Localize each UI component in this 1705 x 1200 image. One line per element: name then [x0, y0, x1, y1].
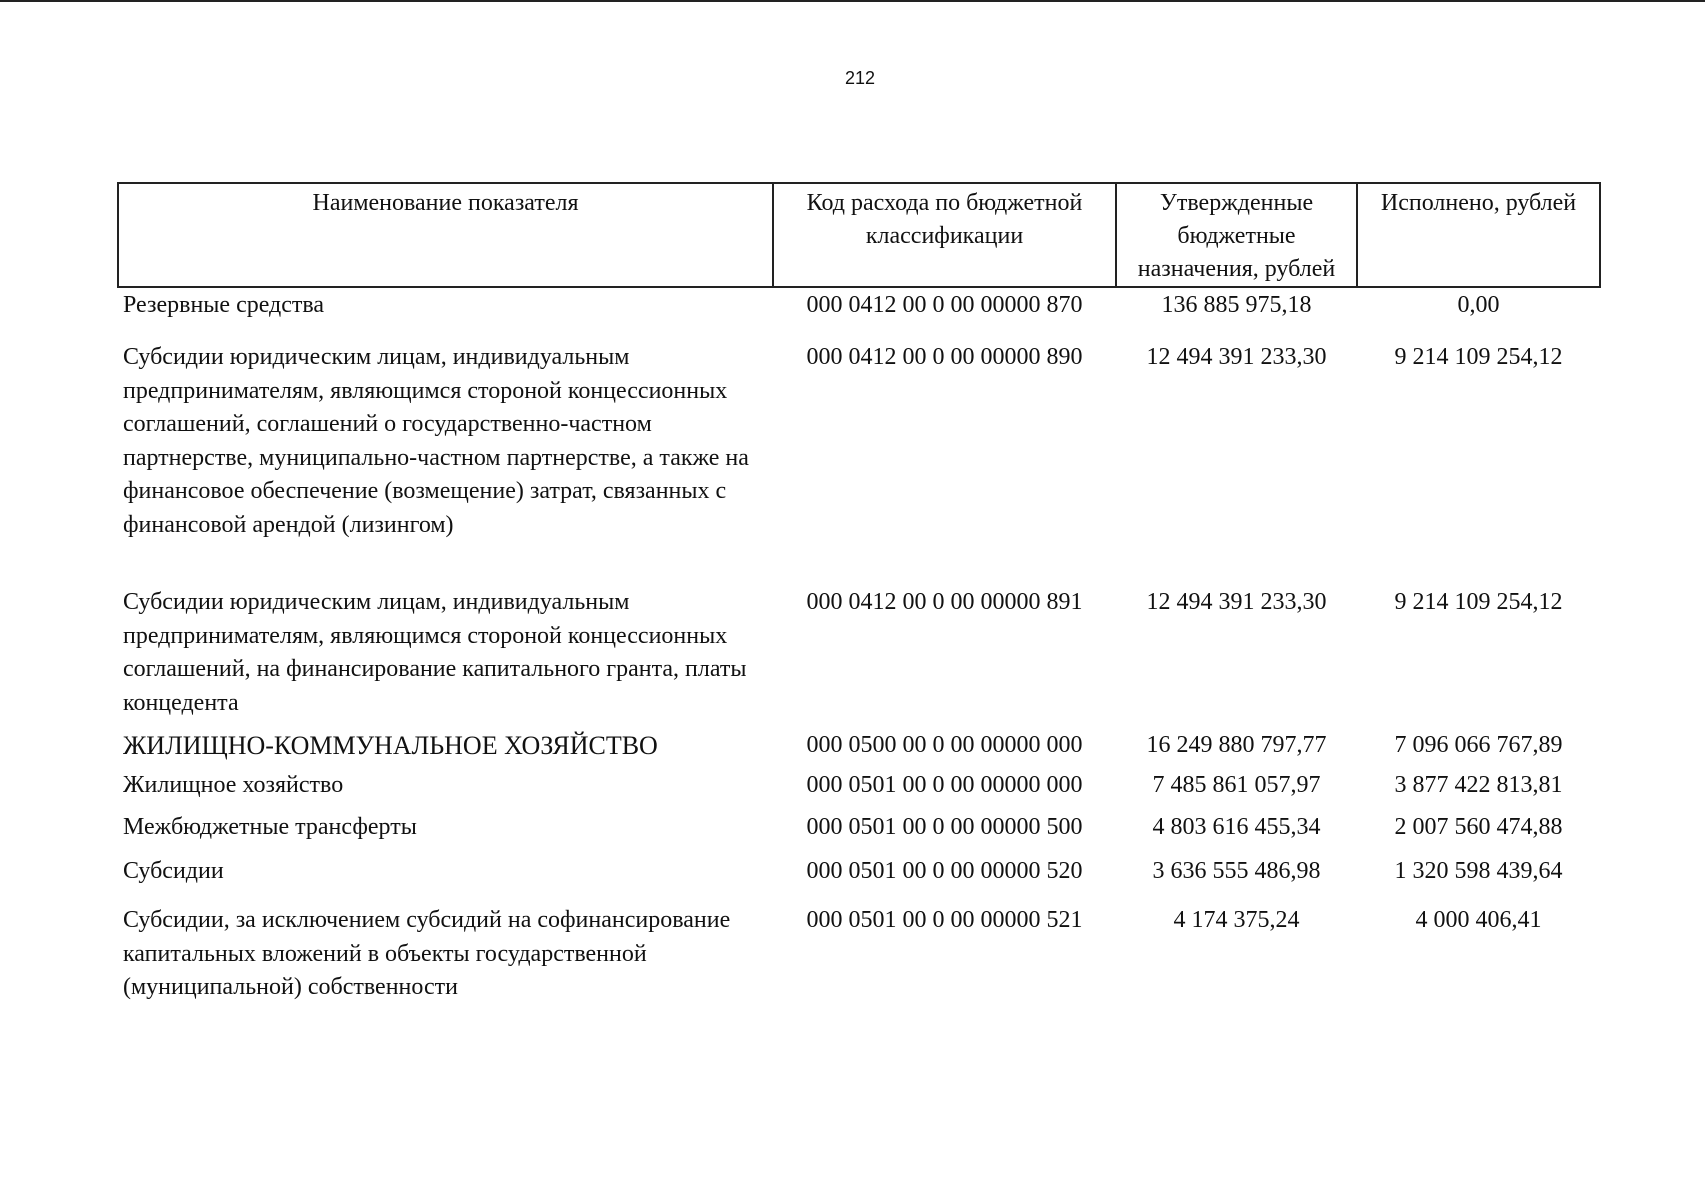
- budget-execution-table: [117, 182, 1601, 1006]
- row-code: 000 0501 00 0 00 00000 521: [806, 907, 1083, 933]
- table-header-row: [118, 183, 1600, 287]
- table-row: [118, 586, 1600, 729]
- row-executed: 3 877 422 813,81: [1394, 772, 1563, 798]
- table-row: [118, 811, 1600, 855]
- row-executed: 4 000 406,41: [1415, 907, 1542, 933]
- table-row: [118, 287, 1600, 341]
- header-expense-code: Код расхода по бюджетной классификации: [773, 183, 1116, 287]
- row-approved: 3 636 555 486,98: [1152, 858, 1321, 884]
- row-name: Резервные средства: [123, 292, 325, 318]
- row-approved: 136 885 975,18: [1161, 292, 1312, 318]
- row-name: Субсидии, за исключением субсидий на софинансирование капитальных вложений в объекты государственной (муниципальной) собственности: [123, 907, 731, 1000]
- row-approved: 4 174 375,24: [1173, 907, 1300, 933]
- row-name: Субсидии: [123, 858, 224, 884]
- table-row: [118, 904, 1600, 1006]
- header-approved-amount: Утвержденные бюджетные назначения, рублей: [1116, 183, 1357, 287]
- row-name: Субсидии юридическим лицам, индивидуальным предпринимателям, являющимся стороной концессионных соглашений, на финансирование капитального гранта, платы концедента: [123, 589, 747, 716]
- row-code: 000 0500 00 0 00 00000 000: [806, 732, 1083, 758]
- row-name: Межбюджетные трансферты: [123, 814, 417, 840]
- row-approved: 7 485 861 057,97: [1152, 772, 1321, 798]
- row-approved: 4 803 616 455,34: [1152, 814, 1321, 840]
- row-approved: 12 494 391 233,30: [1146, 589, 1327, 615]
- row-name: Субсидии юридическим лицам, индивидуальным предпринимателям, являющимся стороной концессионных соглашений, соглашений о государственно-частном партнерстве, муниципально-частном партнерстве, а также на финансовое обеспечение (возмещение) затрат, связанных с финансовой арендой (лизингом): [123, 344, 749, 538]
- row-executed: 1 320 598 439,64: [1394, 858, 1563, 884]
- row-executed: 9 214 109 254,12: [1394, 589, 1563, 615]
- table-row: [118, 341, 1600, 586]
- table-row: [118, 855, 1600, 904]
- row-code: 000 0501 00 0 00 00000 000: [806, 772, 1083, 798]
- header-executed-amount: Исполнено, рублей: [1357, 183, 1600, 287]
- row-code: 000 0501 00 0 00 00000 500: [806, 814, 1083, 840]
- row-executed: 7 096 066 767,89: [1394, 732, 1563, 758]
- header-indicator-name: Наименование показателя: [118, 183, 773, 287]
- row-approved: 16 249 880 797,77: [1146, 732, 1327, 758]
- row-approved: 12 494 391 233,30: [1146, 344, 1327, 370]
- row-code: 000 0412 00 0 00 00000 891: [806, 589, 1083, 615]
- row-code: 000 0412 00 0 00 00000 870: [806, 292, 1083, 318]
- row-executed: 0,00: [1457, 292, 1500, 318]
- row-code: 000 0501 00 0 00 00000 520: [806, 858, 1083, 884]
- table-row: [118, 769, 1600, 811]
- row-executed: 9 214 109 254,12: [1394, 344, 1563, 370]
- page-number: 212: [844, 68, 876, 88]
- row-executed: 2 007 560 474,88: [1394, 814, 1563, 840]
- row-name: ЖИЛИЩНО-КОММУНАЛЬНОЕ ХОЗЯЙСТВО: [123, 731, 658, 760]
- top-border-line: [0, 0, 1705, 2]
- row-name: Жилищное хозяйство: [123, 772, 344, 798]
- table-row: [118, 729, 1600, 769]
- row-code: 000 0412 00 0 00 00000 890: [806, 344, 1083, 370]
